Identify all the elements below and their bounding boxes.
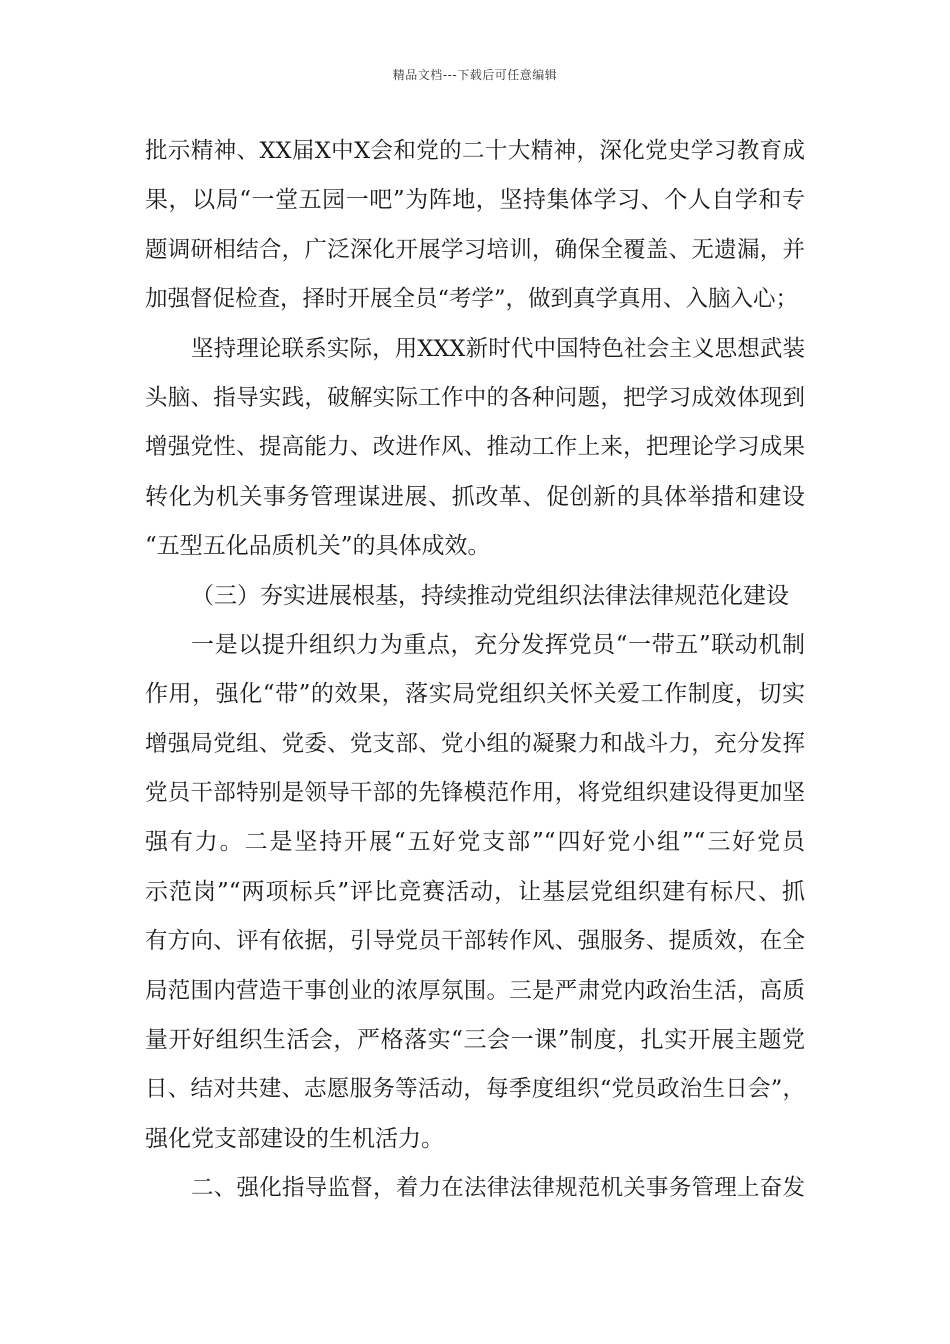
text-line: 日、结对共建、志愿服务等活动，每季度组织“党员政治生日会”， <box>145 1076 805 1103</box>
text-line: 增强局党组、党委、党支部、党小组的凝聚力和战斗力，充分发挥 <box>145 730 805 757</box>
page-header: 精品文档---下载后可任意编辑 <box>392 68 558 82</box>
text-line: 有方向、评有依据，引导党员干部转作风、强服务、提质效，在全 <box>145 928 805 955</box>
text-line: 强有力。二是坚持开展“五好党支部”“四好党小组”“三好党员 <box>145 829 805 856</box>
text-line: 二、强化指导监督，着力在法律法律规范机关事务管理上奋发 <box>191 1175 805 1202</box>
text-line: 示范岗”“两项标兵”评比竞赛活动，让基层党组织建有标尺、抓 <box>145 878 805 905</box>
text-line: 强化党支部建设的生机活力。 <box>145 1125 444 1152</box>
text-line: 坚持理论联系实际，用XXX新时代中国特色社会主义思想武装 <box>191 335 805 362</box>
text-line: 题调研相结合，广泛深化开展学习培训，确保全覆盖、无遗漏，并 <box>145 236 805 263</box>
text-line: 果，以局“一堂五园一吧”为阵地，坚持集体学习、个人自学和专 <box>145 187 805 214</box>
text-line: 批示精神、XX届X中X会和党的二十大精神，深化党史学习教育成 <box>145 138 805 164</box>
text-line: 加强督促检查，择时开展全员“考学”，做到真学真用、入脑入心； <box>145 286 799 313</box>
text-line: 党员干部特别是领导干部的先锋模范作用，将党组织建设得更加坚 <box>145 780 805 807</box>
text-line: 局范围内营造干事创业的浓厚氛围。三是严肃党内政治生活，高质 <box>145 977 805 1004</box>
text-line: 转化为机关事务管理谋进展、抓改革、促创新的具体举措和建设 <box>145 483 805 510</box>
text-line: （三）夯实进展根基，持续推动党组织法律法律规范化建设 <box>191 582 789 609</box>
text-line: 头脑、指导实践，破解实际工作中的各种问题，把学习成效体现到 <box>145 384 805 411</box>
document-body <box>145 127 805 1214</box>
text-line: 增强党性、提高能力、改进作风、推动工作上来，把理论学习成果 <box>145 434 805 461</box>
text-line: “五型五化品质机关”的具体成效。 <box>145 533 491 560</box>
text-line: 量开好组织生活会，严格落实“三会一课”制度，扎实开展主题党 <box>145 1027 805 1054</box>
text-line: 一是以提升组织力为重点，充分发挥党员“一带五”联动机制 <box>191 631 805 658</box>
text-line: 作用，强化“带”的效果，落实局党组织关怀关爱工作制度，切实 <box>145 681 805 708</box>
